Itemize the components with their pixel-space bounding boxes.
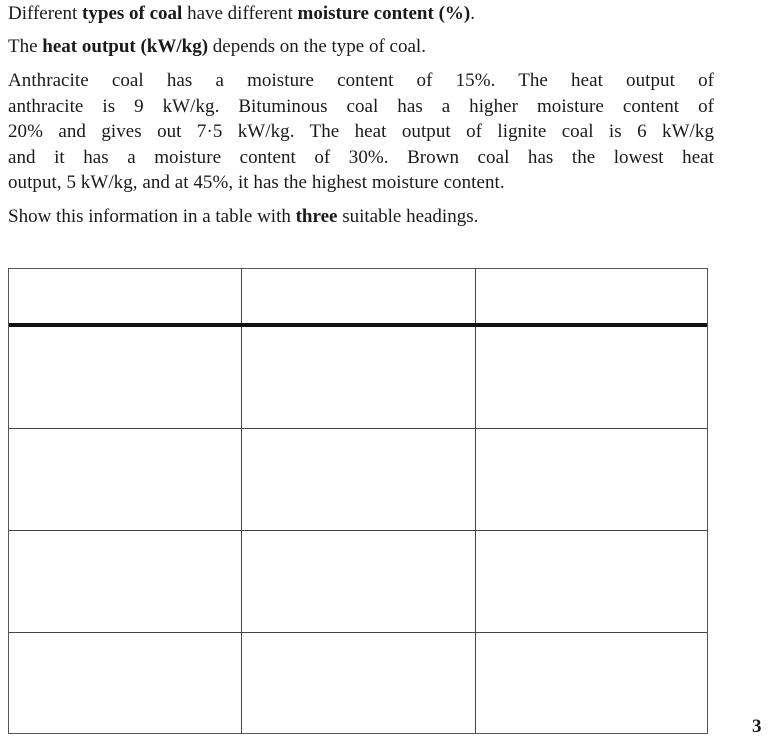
paragraph-line: 20% and gives out 7·5 kW/kg. The heat output of lignite coal is 6 kW/kg (8, 121, 714, 142)
table-cell[interactable] (242, 531, 475, 632)
key-term-moisture-content: moisture content (%) (297, 3, 471, 24)
intro-text: depends on the type of coal. (208, 36, 426, 57)
intro-line-2 (8, 37, 426, 56)
paragraph-line: output, 5 kW/kg, and at 45%, it has the highest moisture content. (8, 172, 505, 193)
table-cell[interactable] (9, 327, 241, 428)
intro-text: The (8, 36, 43, 57)
key-term-types-of-coal: types of coal (82, 3, 183, 24)
paragraph-line: anthracite is 9 kW/kg. Bituminous coal has a higher moisture content of (8, 95, 714, 117)
marks-allocation: 3 (752, 716, 762, 737)
table-cell[interactable] (242, 429, 475, 530)
answer-table (8, 268, 708, 734)
table-cell[interactable] (476, 327, 707, 428)
data-paragraph (8, 68, 714, 196)
header-cell-2[interactable] (242, 269, 475, 323)
paragraph-line: Anthracite coal has a moisture content of 15%. The heat output of (8, 70, 714, 91)
header-cell-3[interactable] (476, 269, 707, 323)
intro-text: Different (8, 3, 83, 24)
instruction-text: Show this information in a table with (8, 206, 296, 227)
table-cell[interactable] (476, 633, 707, 733)
instruction-line (8, 207, 478, 226)
intro-text: . (470, 3, 475, 24)
table-cell[interactable] (9, 633, 241, 733)
table-cell[interactable] (9, 429, 241, 530)
table-cell[interactable] (476, 429, 707, 530)
table-cell[interactable] (9, 531, 241, 632)
table-cell[interactable] (476, 531, 707, 632)
table-cell[interactable] (242, 633, 475, 733)
table-cell[interactable] (242, 327, 475, 428)
key-term-heat-output: heat output (kW/kg) (42, 36, 209, 57)
instruction-emphasis: three (295, 206, 338, 227)
instruction-text: suitable headings. (337, 206, 479, 227)
intro-text: have different (182, 3, 298, 24)
intro-line-1 (8, 4, 475, 23)
header-cell-1[interactable] (9, 269, 241, 323)
paragraph-line: and it has a moisture content of 30%. Brown coal has the lowest heat (8, 146, 714, 168)
